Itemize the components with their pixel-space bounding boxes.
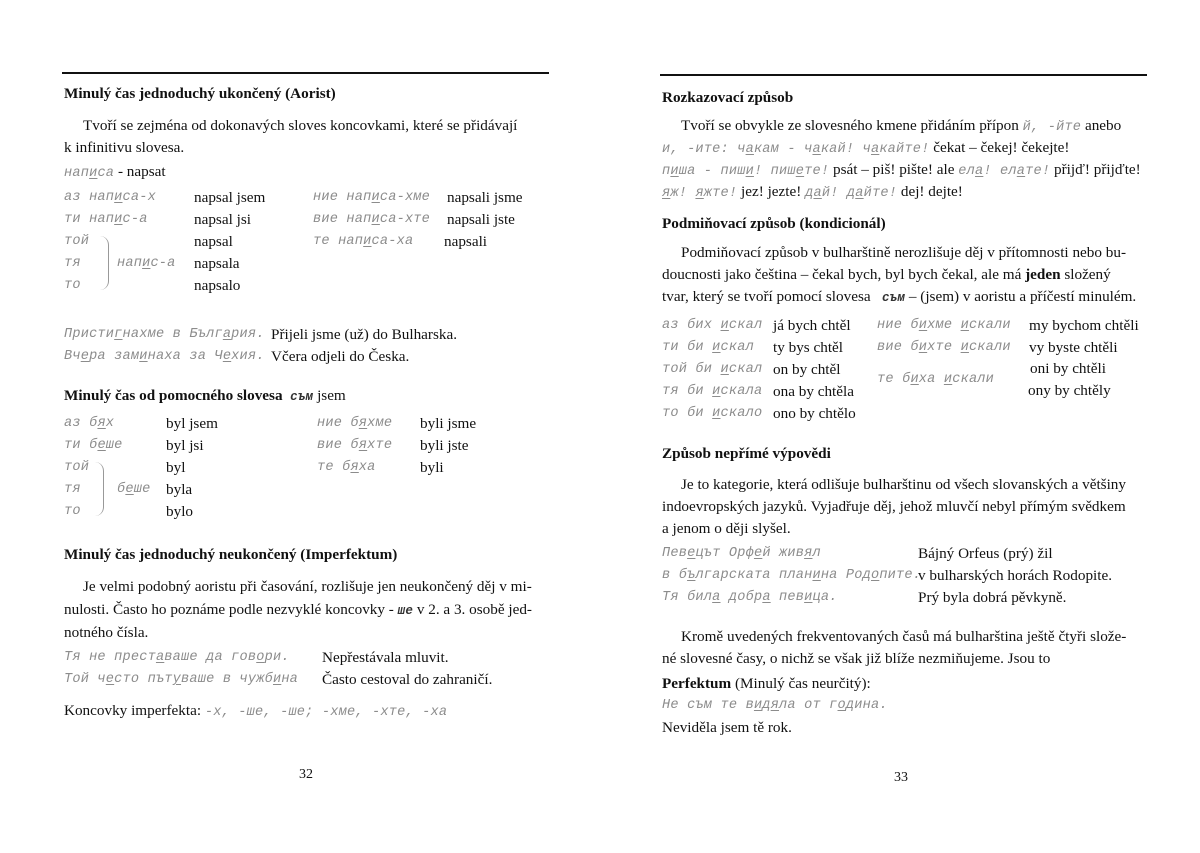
brace-icon: [100, 236, 109, 290]
table-row-bg: ние бихме искали: [877, 318, 1011, 333]
table-row-bg: ти напис-а: [64, 212, 148, 227]
table-row-bg: ти би искал: [662, 340, 754, 355]
imperative-line2: и, -ите: чакам - чакай! чакайте! čekat – čekej! čekejte!: [662, 139, 1070, 157]
compound-line1: Kromě uvedených frekventovaných časů má bulharština ještě čtyři slože-: [681, 628, 1127, 645]
table-row-cz: byl: [166, 459, 186, 476]
shared-form: беше: [117, 482, 151, 497]
perfect-example-bg: Не съм те видяла от година.: [662, 698, 888, 713]
page-number: 33: [894, 770, 908, 785]
brace-icon: [95, 462, 104, 516]
imperfect-para-line2: nulosti. Často ho poznáme podle nezvyklé koncovky - ше v 2. a 3. osobě jed-: [64, 601, 532, 618]
example-cz: Bájný Orfeus (prý) žil: [918, 545, 1053, 562]
example-cz: Přijeli jsme (už) do Bulharska.: [271, 326, 458, 343]
table-row-bg: той: [64, 460, 90, 475]
renarrative-heading: Způsob nepřímé výpovědi: [662, 445, 831, 462]
renarrative-line1: Je to kategorie, která odlišuje bulharštinu od všech slovanských a většiny: [681, 476, 1126, 493]
table-row-cz: byli: [420, 459, 444, 476]
example-bg: в българската планина Родопите.: [662, 568, 922, 583]
table-row-bg: ти беше: [64, 438, 123, 453]
aorist-intro-line1: Tvoří se zejména od dokonavých sloves koncovkami, které se přidávají: [83, 117, 518, 134]
table-row-cz: napsal: [194, 233, 233, 250]
table-row-cz: napsala: [194, 255, 240, 272]
table-row-cz: my bychom chtěli: [1029, 317, 1139, 334]
table-row-bg: той: [64, 234, 90, 249]
table-row-bg: аз бях: [64, 416, 115, 431]
table-row-cz: byli jste: [420, 437, 469, 454]
imperfect-para-line1: Je velmi podobný aoristu při časování, rozlišuje jen neukončený děj v mi-: [83, 578, 532, 595]
table-row-bg: вие написа-хте: [313, 212, 431, 227]
table-row-bg: вие бяхте: [317, 438, 393, 453]
example-cz: Prý byla dobrá pěvkyně.: [918, 589, 1067, 606]
table-row-cz: napsali: [444, 233, 488, 250]
table-row-cz: byl jsi: [166, 437, 204, 454]
example-cz: Včera odjeli do Česka.: [271, 348, 410, 365]
table-row-cz: ty bys chtěl: [773, 339, 844, 356]
example-bg: Пристигнахме в България.: [64, 327, 265, 342]
aorist-intro-line2: k infinitivu slovesa.: [64, 139, 185, 156]
page-number: 32: [299, 767, 313, 782]
example-bg: Певецът Орфей живял: [662, 546, 821, 561]
table-row-cz: ono by chtělo: [773, 405, 856, 422]
table-row-bg: ние бяхме: [317, 416, 393, 431]
table-row-bg: те бяха: [317, 460, 376, 475]
renarrative-line3: a jenom o ději slyšel.: [662, 520, 791, 537]
renarrative-line2: indoevropských jazyků. Vyjadřuje děj, jehož mluvčí nebyl přímým svědkem: [662, 498, 1126, 515]
table-row-bg: те написа-ха: [313, 234, 414, 249]
table-row-bg: той би искал: [662, 362, 763, 377]
imperative-line3: пиша - пиши! пишете! psát – piš! pište! ale ела! елате! přijď! přijďte!: [662, 161, 1141, 179]
right-page: [600, 0, 1200, 853]
example-bg: Той често пътуваше в чужбина: [64, 672, 299, 687]
aorist-verb: написа - napsat: [64, 163, 166, 181]
table-row-cz: on by chtěl: [773, 361, 841, 378]
table-row-bg: тя: [64, 482, 81, 497]
imperfect-para-line3: notného čísla.: [64, 624, 149, 641]
table-row-cz: vy byste chtěli: [1029, 339, 1118, 356]
table-row-bg: вие бихте искали: [877, 340, 1011, 355]
table-row-bg: ние написа-хме: [313, 190, 431, 205]
table-row-cz: byli jsme: [420, 415, 477, 432]
top-rule: [62, 72, 549, 74]
table-row-cz: byl jsem: [166, 415, 218, 432]
top-rule: [660, 74, 1147, 76]
conditional-line1: Podmiňovací způsob v bulharštině nerozlišuje děj v přítomnosti nebo bu-: [681, 244, 1127, 261]
table-row-bg: тя: [64, 256, 81, 271]
conditional-line2: doucnosti jako čeština – čekal bych, byl bych čekal, ale má jeden složený: [662, 266, 1111, 283]
table-row-cz: oni by chtěli: [1030, 360, 1106, 377]
example-bg: Тя не преставаше да говори.: [64, 650, 290, 665]
imperative-line1: Tvoří se obvykle ze slovesného kmene přidáním přípon й, -йте anebo: [681, 117, 1122, 135]
compound-line2: né slovesné časy, o nichž se však již blíže nezmiňujeme. Jsou to: [662, 650, 1051, 667]
table-row-cz: napsal jsi: [194, 211, 251, 228]
imperfect-endings: Koncovky imperfekta: -х, -ше, -ше; -хме, -хте, -ха: [64, 702, 448, 720]
table-row-bg: тя би искала: [662, 384, 763, 399]
table-row-cz: napsali jste: [447, 211, 515, 228]
perfect-label: Perfektum (Minulý čas neurčitý):: [662, 675, 871, 692]
table-row-bg: то: [64, 504, 81, 519]
aorist-heading: Minulý čas jednoduchý ukončený (Aorist): [64, 85, 336, 102]
conditional-line3: tvar, který se tvoří pomocí slovesa съм – (jsem) v aoristu a příčestí minulém.: [662, 288, 1137, 305]
shared-form: напис-а: [117, 256, 176, 271]
perfect-example-cz: Neviděla jsem tě rok.: [662, 719, 792, 736]
example-cz: Nepřestávala mluvit.: [322, 649, 449, 666]
example-cz: Často cestoval do zahraničí.: [322, 671, 493, 688]
table-row-cz: napsalo: [194, 277, 241, 294]
table-row-bg: то би искало: [662, 406, 763, 421]
table-row-cz: ony by chtěly: [1028, 382, 1111, 399]
table-row-cz: napsal jsem: [194, 189, 266, 206]
table-row-bg: аз бих искал: [662, 318, 763, 333]
table-row-cz: napsali jsme: [447, 189, 523, 206]
imperfect-heading: Minulý čas jednoduchý neukončený (Imperfektum): [64, 546, 398, 563]
table-row-cz: bylo: [166, 503, 194, 520]
table-row-bg: те биха искали: [877, 372, 995, 387]
auxiliary-heading: Minulý čas od pomocného slovesa съм jsem: [64, 387, 346, 404]
conditional-heading: Podmiňovací způsob (kondicionál): [662, 215, 886, 232]
example-bg: Тя била добра певица.: [662, 590, 838, 605]
example-bg: Вчера заминаха за Чехия.: [64, 349, 265, 364]
table-row-bg: то: [64, 278, 81, 293]
table-row-bg: аз написа-х: [64, 190, 156, 205]
table-row-cz: já bych chtěl: [773, 317, 851, 334]
table-row-cz: ona by chtěla: [773, 383, 854, 400]
imperative-heading: Rozkazovací způsob: [662, 89, 794, 106]
imperative-line4: яж! яжте! jez! jezte! дай! дайте! dej! dejte!: [662, 183, 963, 201]
example-cz: v bulharských horách Rodopite.: [918, 567, 1113, 584]
table-row-cz: byla: [166, 481, 193, 498]
